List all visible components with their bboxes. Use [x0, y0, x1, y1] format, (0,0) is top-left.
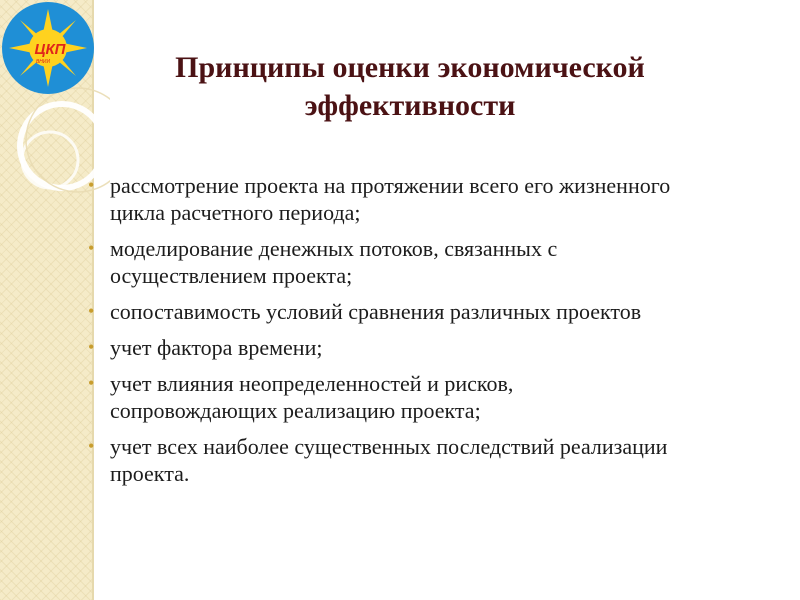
- bullet-icon: •: [88, 301, 95, 321]
- list-item: [88, 172, 788, 226]
- ckp-logo: [0, 0, 96, 96]
- list-item-line2: проекта.: [110, 461, 190, 486]
- list-item: [88, 370, 788, 424]
- slide-title-line1: Принципы оценки экономической: [175, 51, 645, 84]
- logo-subtext: ВНИИ: [35, 59, 51, 65]
- list-item-line1: учет влияния неопределенностей и рисков,: [110, 371, 514, 396]
- bullet-icon: •: [88, 337, 95, 357]
- list-item-line1: учет всех наиболее существенных последствий реализации: [110, 434, 668, 459]
- principles-list: [88, 172, 788, 496]
- list-item-line2: осуществлением проекта;: [110, 263, 353, 288]
- slide-title-line2: эффективности: [304, 89, 516, 122]
- list-item-line2: сопровождающих реализацию проекта;: [110, 398, 481, 423]
- list-item: [88, 235, 788, 289]
- list-item: [88, 298, 788, 325]
- bullet-icon: •: [88, 436, 95, 456]
- bullet-icon: •: [88, 238, 95, 258]
- list-item-line1: учет фактора времени;: [110, 335, 323, 360]
- list-item-line1: рассмотрение проекта на протяжении всего его жизненного: [110, 173, 671, 198]
- list-item: [88, 433, 788, 487]
- list-item-line1: сопоставимость условий сравнения различных проектов: [110, 299, 642, 324]
- slide-title: [130, 49, 690, 125]
- list-item-line1: моделирование денежных потоков, связанных с: [110, 236, 558, 261]
- list-item-line2: цикла расчетного периода;: [110, 200, 361, 225]
- list-item: [88, 334, 788, 361]
- bullet-icon: •: [88, 175, 95, 195]
- bullet-icon: •: [88, 373, 95, 393]
- logo-text: ЦКП: [34, 41, 66, 58]
